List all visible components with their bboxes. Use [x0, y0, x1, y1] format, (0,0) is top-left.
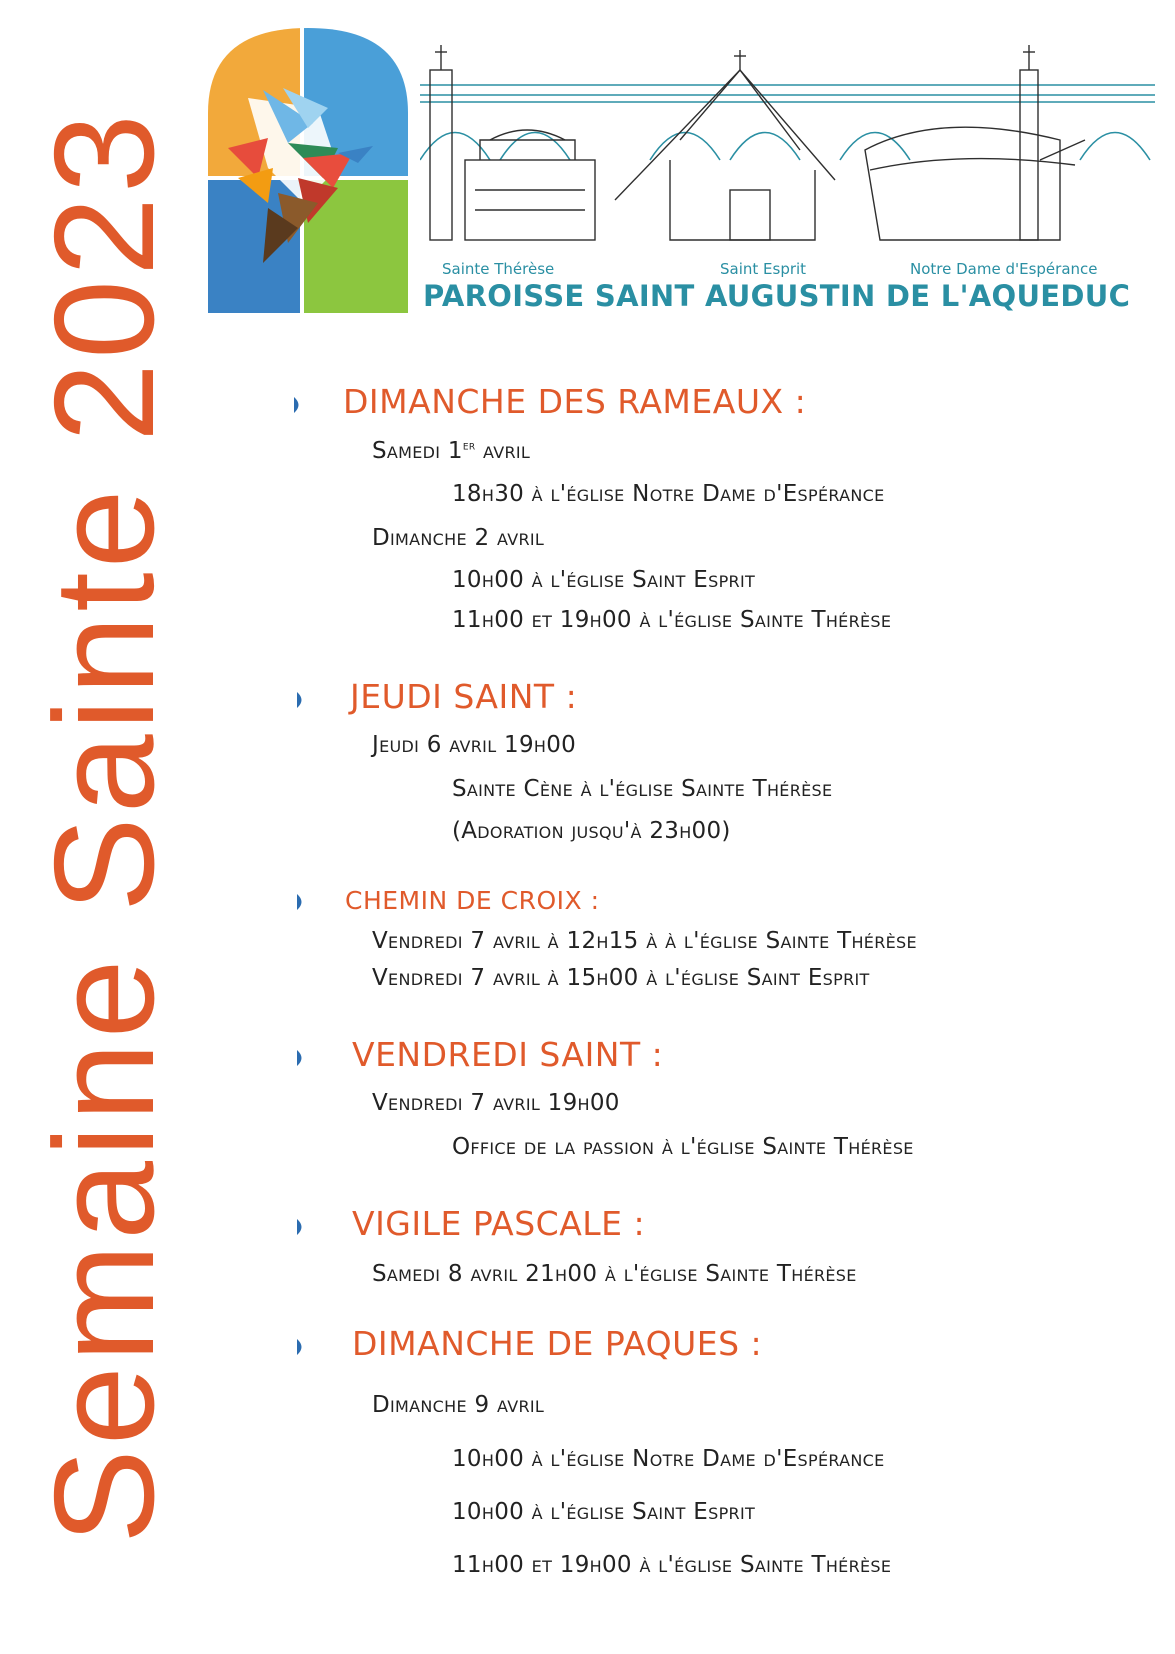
sainte-therese-church-icon [430, 45, 595, 240]
notre-dame-esperance-church-icon [865, 45, 1085, 240]
line-samedi-1: Samedi 1er avril [372, 438, 531, 464]
bullet-icon [295, 692, 306, 708]
line-paques-1: Dimanche 9 avril [372, 1392, 545, 1418]
line-vendredi-1: Vendredi 7 avril 19h00 [372, 1090, 620, 1116]
bullet-icon [292, 397, 303, 413]
line-croix-1: Vendredi 7 avril à 12h15 à à l'église Sainte Thérèse [372, 928, 917, 954]
line-vigile-1: Samedi 8 avril 21h00 à l'église Sainte Thérèse [372, 1261, 857, 1287]
line-vendredi-2: Office de la passion à l'église Sainte Thérèse [452, 1134, 914, 1160]
bullet-icon [295, 1339, 306, 1355]
bullet-icon [295, 1050, 306, 1066]
heading-paques: DIMANCHE DE PAQUES : [352, 1324, 763, 1363]
heading-vendredi: VENDREDI SAINT : [352, 1035, 664, 1074]
heading-rameaux: DIMANCHE DES RAMEAUX : [343, 382, 807, 421]
heading-croix: CHEMIN DE CROIX : [345, 886, 600, 915]
caption-notre-dame: Notre Dame d'Espérance [910, 260, 1098, 278]
heading-jeudi: JEUDI SAINT : [350, 677, 578, 716]
bullet-icon [295, 1219, 306, 1235]
caption-saint-esprit: Saint Esprit [720, 260, 807, 278]
line-rameaux-3: Dimanche 2 avril [372, 525, 545, 551]
parish-logo [208, 28, 408, 317]
line-jeudi-3: (Adoration jusqu'à 23h00) [452, 818, 731, 844]
line-rameaux-2: 18h30 à l'église Notre Dame d'Espérance [452, 481, 885, 507]
saint-esprit-church-icon [615, 50, 835, 240]
side-title: Semaine Sainte 2023 [25, 110, 184, 1544]
line-paques-4: 11h00 et 19h00 à l'église Sainte Thérèse [452, 1552, 892, 1578]
bullet-icon [295, 894, 306, 910]
line-croix-2: Vendredi 7 avril à 15h00 à l'église Saint Esprit [372, 965, 870, 991]
line-jeudi-1: Jeudi 6 avril 19h00 [372, 732, 577, 758]
caption-sainte-therese: Sainte Thérèse [442, 260, 555, 278]
churches-illustration [420, 40, 1155, 259]
line-paques-3: 10h00 à l'église Saint Esprit [452, 1499, 756, 1525]
parish-name: PAROISSE SAINT AUGUSTIN DE L'AQUEDUC [423, 279, 1131, 313]
heading-vigile: VIGILE PASCALE : [352, 1204, 646, 1243]
line-paques-2: 10h00 à l'église Notre Dame d'Espérance [452, 1446, 885, 1472]
line-rameaux-5: 11h00 et 19h00 à l'église Sainte Thérèse [452, 607, 892, 633]
line-rameaux-4: 10h00 à l'église Saint Esprit [452, 567, 756, 593]
line-jeudi-2: Sainte Cène à l'église Sainte Thérèse [452, 776, 833, 802]
